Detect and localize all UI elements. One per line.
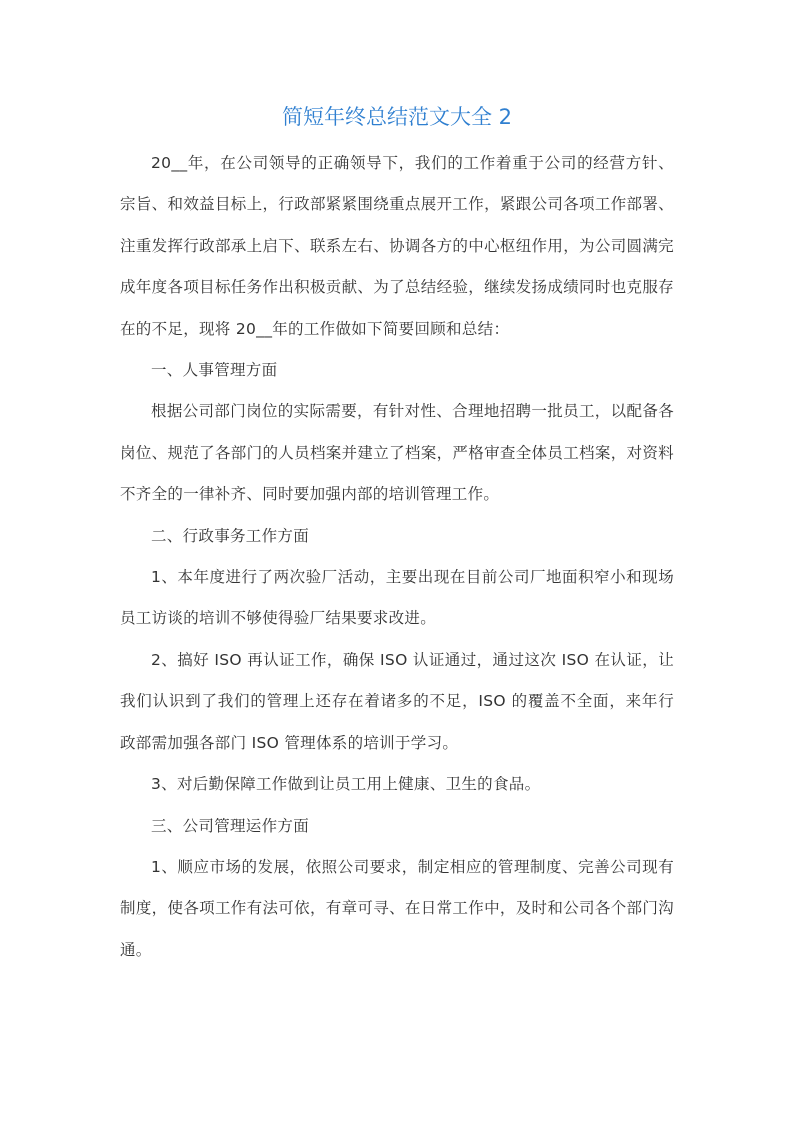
document-body (120, 143, 674, 971)
paragraph-logistics: 3、对后勤保障工作做到让员工用上健康、卫生的食品。 (151, 775, 541, 794)
document-title: 简短年终总结范文大全 2 (281, 105, 513, 129)
paragraph-iso-certification: 2、搞好 ISO 再认证工作，确保 ISO 认证通过，通过这次 ISO 在认证，让我们认识到了我们的管理上还存在着诸多的不足，ISO 的覆盖不全面，来年行政部需加强各部门 ISO 管理体系的培训于学习。 (120, 650, 674, 752)
paragraph-intro: 20__年，在公司领导的正确领导下，我们的工作着重于公司的经营方针、宗旨、和效益目标上，行政部紧紧围绕重点展开工作，紧跟公司各项工作部署、注重发挥行政部承上启下、联系左右、协调各方的中心枢纽作用，为公司圆满完成年度各项目标任务作出积极贡献、为了总结经验，继续发扬成绩同时也克服存在的不足，现将 20__年的工作做如下简要回顾和总结： (120, 154, 674, 338)
paragraph-management-system: 1、顺应市场的发展，依照公司要求，制定相应的管理制度、完善公司现有制度，使各项工作有法可依，有章可寻、在日常工作中，及时和公司各个部门沟通。 (120, 857, 674, 959)
section-heading-admin-affairs: 二、行政事务工作方面 (151, 526, 310, 545)
paragraph-personnel: 根据公司部门岗位的实际需要，有针对性、合理地招聘一批员工，以配备各岗位、规范了各部门的人员档案并建立了档案，严格审查全体员工档案，对资料不齐全的一律补齐、同时要加强内部的培训管理工作。 (120, 402, 674, 504)
paragraph-factory-audit: 1、本年度进行了两次验厂活动，主要出现在目前公司厂地面积窄小和现场员工访谈的培训不够使得验厂结果要求改进。 (120, 568, 674, 628)
section-heading-management: 三、公司管理运作方面 (151, 816, 310, 835)
section-heading-personnel: 一、人事管理方面 (151, 361, 278, 380)
